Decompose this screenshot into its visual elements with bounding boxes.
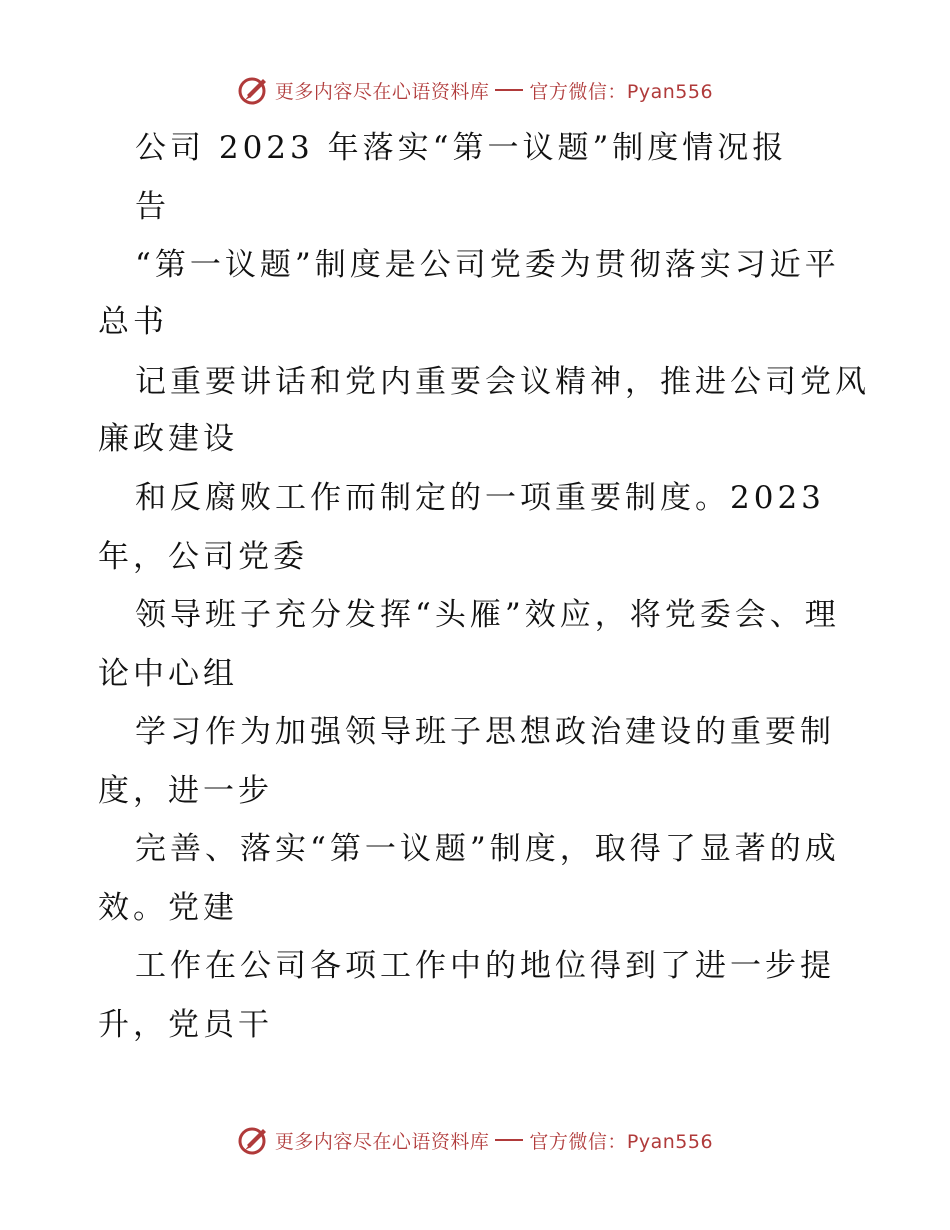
doc-line: 领导班子充分发挥“头雁”效应，将党委会、理	[135, 597, 840, 633]
footer-watermark	[0, 1120, 950, 1160]
doc-line: 记重要讲话和党内重要会议精神，推进公司党风	[135, 364, 870, 400]
doc-line: 年，公司党委	[98, 539, 308, 575]
doc-title-line-1: 公司 2023 年落实“第一议题”制度情况报	[135, 130, 788, 166]
watermark-text: 更多内容尽在心语资料库	[274, 1130, 490, 1153]
watermark-suffix: 官方微信：Pyan556	[529, 1130, 714, 1153]
quill-logo-icon	[237, 1123, 271, 1157]
watermark-suffix: 官方微信：Pyan556	[529, 80, 714, 103]
watermark-dash	[495, 1139, 523, 1141]
doc-line: 完善、落实“第一议题”制度，取得了显著的成	[135, 831, 840, 867]
doc-line: 度，进一步	[98, 773, 273, 809]
doc-line: 效。党建	[98, 890, 238, 926]
doc-line: 学习作为加强领导班子思想政治建设的重要制	[135, 714, 835, 750]
doc-line: 廉政建设	[98, 421, 238, 457]
doc-title-line-2: 告	[135, 189, 170, 225]
doc-line: 论中心组	[98, 656, 238, 692]
doc-line: 升，党员干	[98, 1007, 273, 1043]
doc-line: “第一议题”制度是公司党委为贯彻落实习近平	[135, 247, 840, 283]
doc-line: 工作在公司各项工作中的地位得到了进一步提	[135, 948, 835, 984]
doc-line: 总书	[98, 304, 168, 340]
watermark-text: 更多内容尽在心语资料库	[274, 80, 490, 103]
doc-line: 和反腐败工作而制定的一项重要制度。2023	[135, 480, 825, 516]
